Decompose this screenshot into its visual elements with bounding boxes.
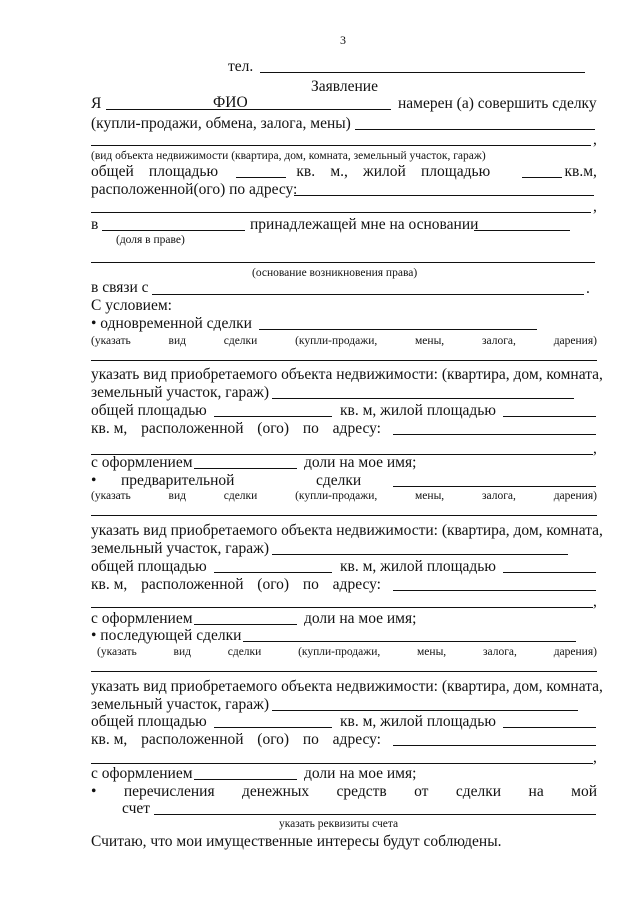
transfer-row	[91, 783, 597, 801]
word: мены,	[415, 490, 445, 502]
document-title: Заявление	[311, 78, 378, 95]
word: кв. м,	[91, 576, 128, 593]
share-field[interactable]	[102, 230, 245, 231]
preliminary-label: предварительной	[121, 472, 235, 489]
address-field-block2[interactable]	[393, 590, 596, 591]
word: (указать	[97, 646, 137, 658]
blank-line-3[interactable]	[91, 515, 597, 516]
area-mid-label: кв. м, жилой площадью	[340, 402, 496, 419]
simultaneous-deal-label: • одновременной сделки	[91, 315, 252, 332]
area-label: общей площадью	[91, 402, 207, 419]
address-field-block3-2[interactable]	[91, 763, 593, 764]
living-area-field[interactable]	[522, 177, 562, 178]
comma: ,	[593, 198, 597, 215]
ya-label: Я	[91, 95, 102, 112]
word: расположенной	[141, 420, 244, 437]
total-area-field-2[interactable]	[214, 572, 332, 573]
word: залога,	[482, 646, 517, 658]
word: сделки	[455, 783, 502, 800]
word: средств	[336, 783, 387, 800]
word: дарения)	[553, 646, 597, 658]
address-row-2	[91, 576, 381, 594]
phone-label: тел.	[228, 58, 254, 75]
word: кв.м,	[564, 163, 597, 180]
word: кв. м,	[91, 420, 128, 437]
living-area-field-1[interactable]	[503, 416, 596, 417]
registration-share-field-2[interactable]	[194, 624, 297, 625]
word: (ого)	[257, 576, 290, 593]
living-area-field-2[interactable]	[503, 572, 596, 573]
word: на	[528, 783, 544, 800]
comma: ,	[593, 131, 597, 148]
fio-field[interactable]	[106, 109, 391, 110]
word: вид	[168, 335, 186, 347]
registration-label: с оформлением	[91, 765, 193, 782]
account-note: указать реквизиты счета	[279, 818, 399, 830]
deal-type-field[interactable]	[355, 129, 595, 130]
word: залога,	[481, 335, 516, 347]
blank-line-2[interactable]	[91, 360, 597, 361]
blank-line-4[interactable]	[91, 671, 597, 672]
word: сделки	[223, 335, 258, 347]
word: вид	[168, 490, 186, 502]
final-statement: Считаю, что мои имущественные интересы будут соблюдены.	[91, 833, 502, 850]
registration-share-field-1[interactable]	[194, 468, 297, 469]
address-field-block2-2[interactable]	[91, 607, 593, 608]
comma: ,	[593, 749, 597, 766]
word: по	[302, 420, 319, 437]
word: мены,	[417, 646, 447, 658]
period: .	[586, 280, 590, 297]
word: сделки	[223, 490, 258, 502]
page-number: 3	[340, 33, 346, 47]
word: кв. м,	[91, 731, 128, 748]
registration-label: с оформлением	[91, 610, 193, 627]
acquired-object-text-2: земельный участок, гараж)	[91, 540, 270, 557]
intent-text: намерен (а) совершить сделку	[398, 95, 597, 112]
fio-label: ФИО	[213, 94, 248, 111]
basis-field[interactable]	[474, 230, 570, 231]
basis-note: (основание возникновения права)	[252, 267, 418, 279]
simultaneous-deal-field[interactable]	[259, 329, 537, 330]
word: •	[91, 783, 97, 800]
acquired-object-text-1: указать вид приобретаемого объекта недвижимости: (квартира, дом, комната,	[91, 678, 603, 695]
in-connection-label: в связи с	[91, 279, 149, 296]
preliminary-deal-label: сделки	[316, 472, 362, 489]
acquired-object-text-1: указать вид приобретаемого объекта недвижимости: (квартира, дом, комната,	[91, 366, 603, 383]
registration-share-field-3[interactable]	[194, 779, 297, 780]
address-field-1[interactable]	[294, 195, 594, 196]
living-area-field-3[interactable]	[503, 727, 596, 728]
word: (указать	[91, 335, 131, 347]
subsequent-deal-field[interactable]	[243, 641, 576, 642]
area-label: общей площадью	[91, 713, 207, 730]
word: (ого)	[257, 731, 290, 748]
registration-rest: доли на мое имя;	[304, 765, 417, 782]
word: по	[302, 731, 319, 748]
word: адресу:	[332, 731, 381, 748]
acquired-object-field-1[interactable]	[272, 398, 574, 399]
bullet: •	[91, 472, 97, 489]
acquired-object-text-2: земельный участок, гараж)	[91, 696, 270, 713]
area-label: общей площадью	[91, 558, 207, 575]
acquired-object-text-2: земельный участок, гараж)	[91, 384, 270, 401]
word: дарения)	[553, 490, 597, 502]
account-label: счет	[122, 800, 151, 817]
word: мой	[571, 783, 597, 800]
comma: ,	[593, 440, 597, 457]
reason-field[interactable]	[152, 294, 584, 295]
deal-types-text: (купли-продажи, обмена, залога, мены)	[91, 115, 351, 132]
address-field-2[interactable]	[91, 212, 591, 213]
registration-rest: доли на мое имя;	[304, 610, 417, 627]
acquired-object-field-3[interactable]	[272, 710, 578, 711]
area-row-1	[91, 163, 597, 181]
area-mid-label: кв. м, жилой площадью	[340, 713, 496, 730]
word: общей	[91, 163, 134, 180]
word: м.,	[330, 163, 348, 180]
owned-basis-text: принадлежащей мне на основании	[250, 216, 479, 233]
object-type-note: (вид объекта недвижимости (квартира, дом, комната, земельный участок, гараж)	[91, 150, 486, 162]
word: перечисления	[123, 783, 215, 800]
word: дарения)	[553, 335, 597, 347]
condition-label: С условием:	[91, 297, 172, 314]
registration-label: с оформлением	[91, 454, 193, 471]
total-area-field-3[interactable]	[214, 727, 332, 728]
registration-rest: доли на мое имя;	[304, 454, 417, 471]
total-area-field[interactable]	[236, 177, 286, 178]
word: мены,	[415, 335, 445, 347]
word: адресу:	[332, 576, 381, 593]
acquired-object-field-2[interactable]	[272, 554, 568, 555]
word: (купли-продажи,	[295, 335, 378, 347]
word: сделки	[227, 646, 262, 658]
comma: ,	[593, 593, 597, 610]
word: (ого)	[257, 420, 290, 437]
address-row-3	[91, 731, 381, 749]
word: денежных	[242, 783, 310, 800]
deal-note-1	[91, 334, 597, 348]
word: жилой	[363, 163, 406, 180]
basis-field-2[interactable]	[91, 262, 595, 263]
subsequent-deal-label: • последующей сделки	[91, 627, 242, 644]
share-note: (доля в праве)	[116, 234, 185, 246]
word: вид	[173, 646, 191, 658]
word: по	[302, 576, 319, 593]
word: кв.	[296, 163, 316, 180]
acquired-object-text-1: указать вид приобретаемого объекта недвижимости: (квартира, дом, комната,	[91, 522, 603, 539]
word: от	[414, 783, 429, 800]
area-mid-label: кв. м, жилой площадью	[340, 558, 496, 575]
preliminary-deal-field[interactable]	[393, 486, 596, 487]
address-field-block3[interactable]	[393, 745, 596, 746]
word: площадью	[148, 163, 219, 180]
word: залога,	[481, 490, 516, 502]
located-at-label: расположенной(ого) по адресу:	[91, 181, 298, 198]
account-field[interactable]	[154, 814, 596, 815]
blank-line-1[interactable]	[91, 145, 591, 146]
word: (купли-продажи,	[298, 646, 381, 658]
deal-note-3	[97, 645, 597, 659]
word: расположенной	[141, 576, 244, 593]
phone-field[interactable]	[260, 72, 585, 73]
word: (указать	[91, 490, 131, 502]
deal-note-2	[91, 489, 597, 503]
v-label: в	[91, 216, 99, 233]
word: площадью	[421, 163, 491, 180]
address-row-1	[91, 420, 381, 438]
word: (купли-продажи,	[295, 490, 378, 502]
word: адресу:	[332, 420, 381, 437]
total-area-field-1[interactable]	[214, 416, 332, 417]
word: расположенной	[141, 731, 244, 748]
address-field-block1[interactable]	[393, 434, 596, 435]
